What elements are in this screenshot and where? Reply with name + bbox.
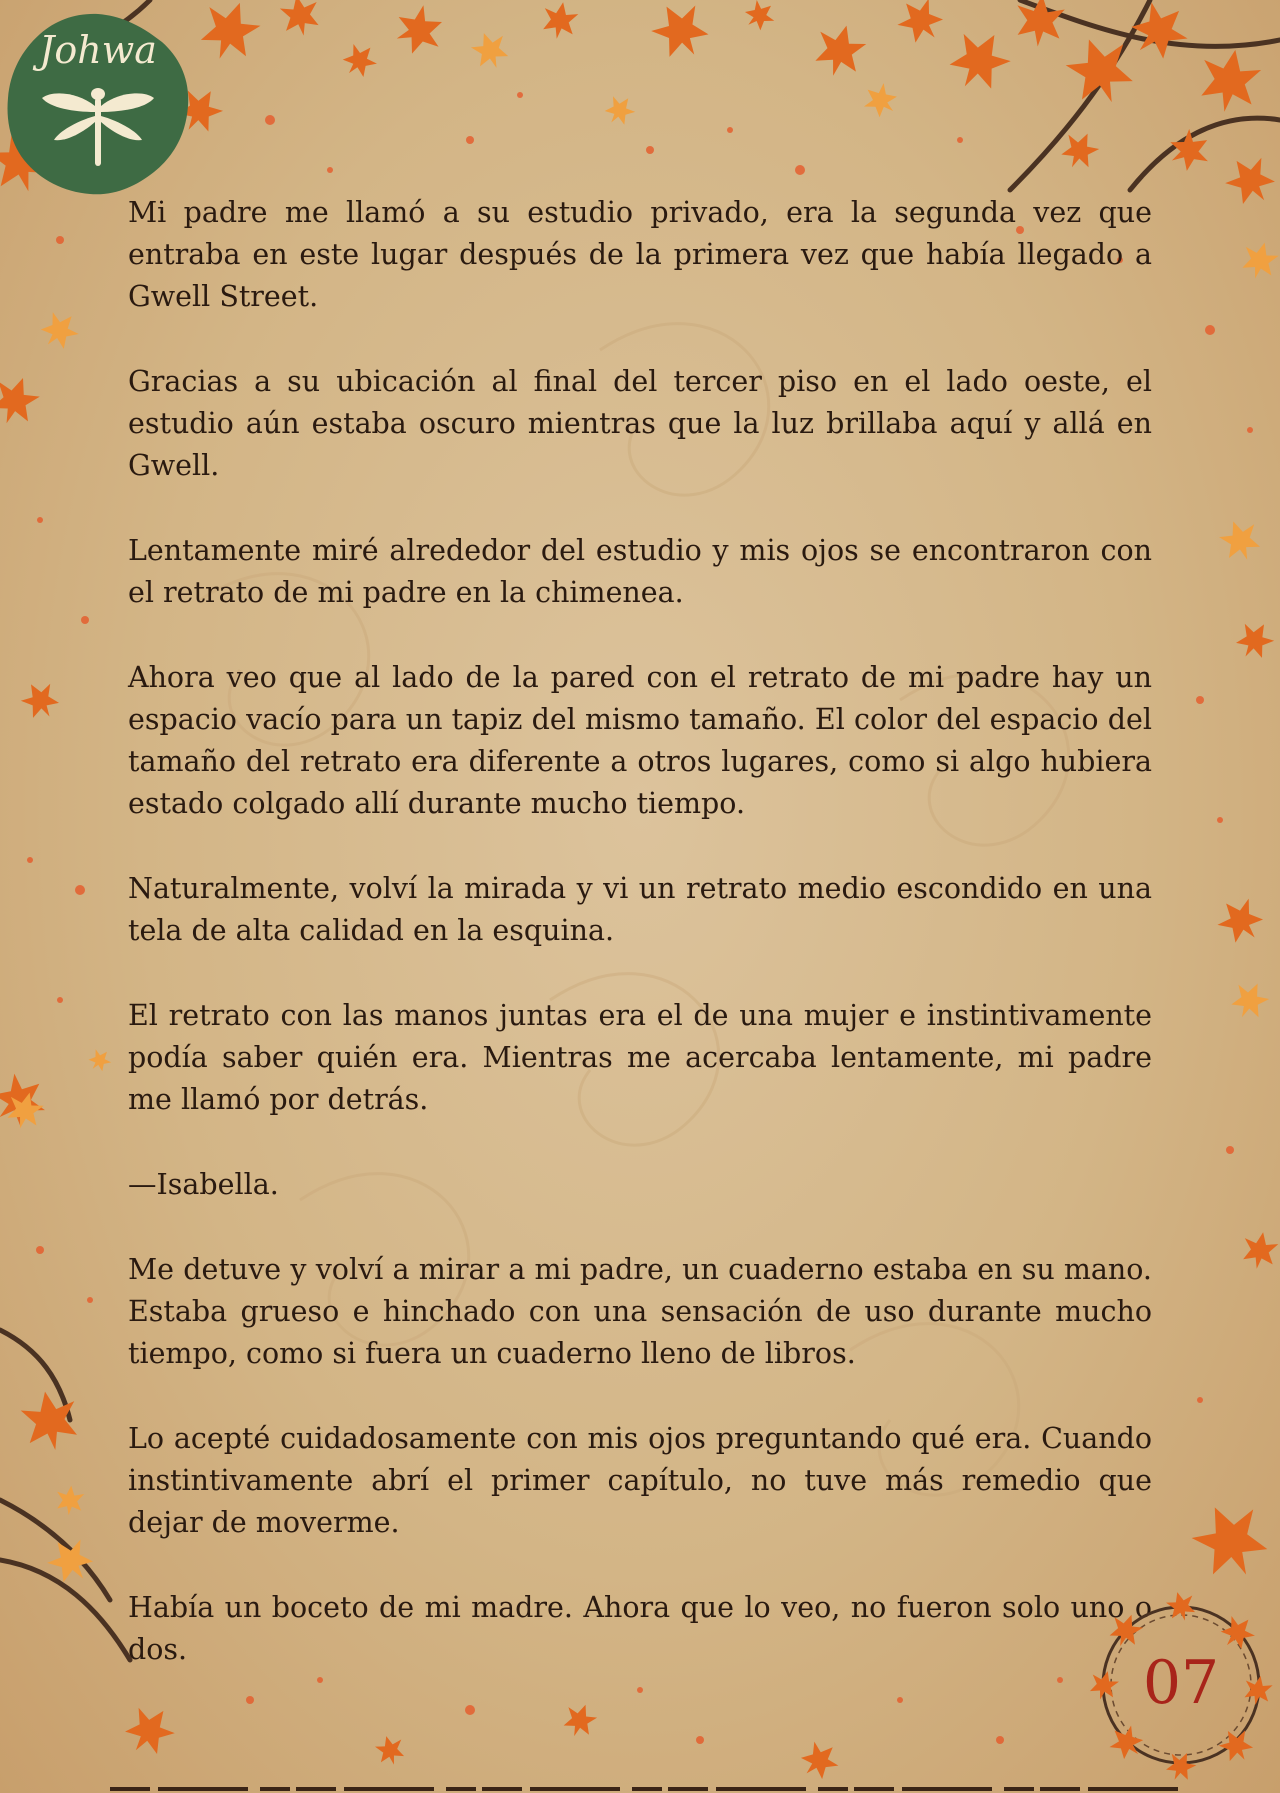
- page-number: 07: [1142, 1648, 1220, 1718]
- paragraph: Gracias a su ubicación al final del tercer piso en el lado oeste, el estudio aún estaba oscuro mientras que la luz brillaba aquí y allá en Gwell.: [128, 365, 1152, 482]
- chapter-text: [128, 192, 1152, 1714]
- logo-text: Johwa: [39, 28, 157, 72]
- paragraph: Había un boceto de mi madre. Ahora que lo veo, no fueron solo uno o dos.: [128, 1591, 1152, 1666]
- paragraph: Me detuve y volví a mirar a mi padre, un cuaderno estaba en su mano. Estaba grueso e hinchado con una sensación de uso durante mucho tiempo, como si fuera un cuaderno lleno de libros.: [128, 1253, 1152, 1370]
- paragraph: Ahora veo que al lado de la pared con el retrato de mi padre hay un espacio vacío para un tapiz del mismo tamaño. El color del espacio del tamaño del retrato era diferente a otros lugares, como si algo hubiera estado colgado allí durante mucho tiempo.: [128, 661, 1152, 820]
- paragraph: Lo acepté cuidadosamente con mis ojos preguntando qué era. Cuando instintivamente abrí el primer capítulo, no tuve más remedio que dejar de moverme.: [128, 1422, 1152, 1539]
- publisher-logo: [4, 10, 192, 198]
- dragonfly-icon: [38, 80, 158, 170]
- paragraph: Naturalmente, volví la mirada y vi un retrato medio escondido en una tela de alta calidad en la esquina.: [128, 872, 1152, 947]
- dialogue-line: —Isabella.: [128, 1168, 279, 1201]
- page-number-wreath: [1086, 1590, 1276, 1780]
- paragraph: El retrato con las manos juntas era el de una mujer e instintivamente podía saber quién era. Mientras me acercaba lentamente, mi padre me llamó por detrás.: [128, 999, 1152, 1116]
- paragraph: Lentamente miré alrededor del estudio y mis ojos se encontraron con el retrato de mi padre en la chimenea.: [128, 534, 1152, 609]
- paragraph: Mi padre me llamó a su estudio privado, era la segunda vez que entraba en este lugar después de la primera vez que había llegado a Gwell Street.: [128, 196, 1152, 313]
